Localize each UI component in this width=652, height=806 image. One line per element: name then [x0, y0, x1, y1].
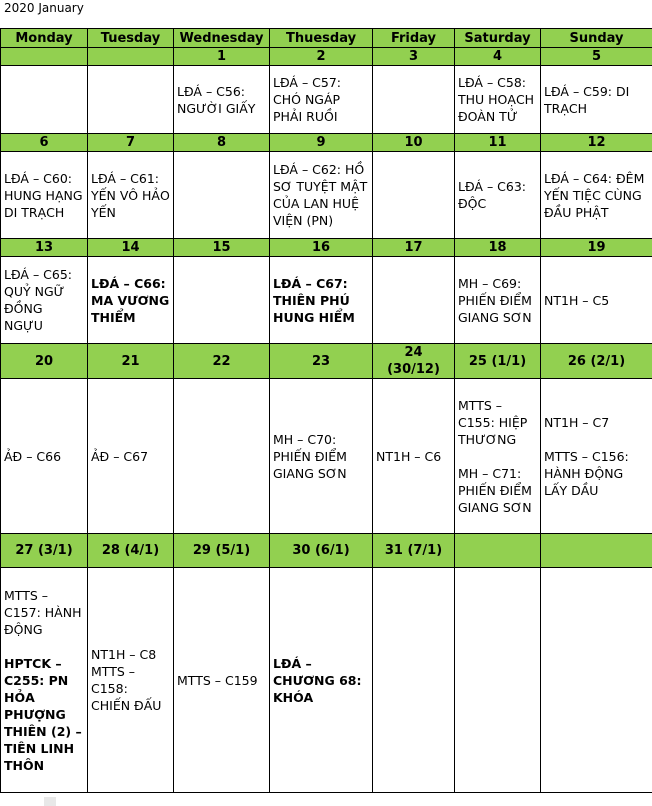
day-number: 16 [270, 239, 373, 257]
day-cell [88, 379, 174, 534]
event-entry: LĐÁ – C60: HUNG HẠNG DI TRẠCH [4, 170, 83, 220]
week-events-row [1, 66, 652, 134]
day-cell [373, 379, 455, 534]
week-events-row [1, 379, 652, 534]
event-entry: LĐÁ – C57: CHÓ NGÁP PHẢI RUỒI [273, 75, 342, 124]
day-number: 21 [88, 344, 174, 379]
day-cell [174, 568, 270, 793]
event-spacer [4, 638, 84, 655]
day-number: 14 [88, 239, 174, 257]
day-cell [174, 66, 270, 134]
day-cell [88, 152, 174, 239]
event-entry: NT1H – C5 [544, 292, 610, 308]
day-number: 11 [455, 134, 541, 152]
event-entry: MH – C69: PHIẾN ĐIỂM GIANG SƠN [458, 275, 532, 325]
week-events-row [1, 257, 652, 344]
weekday-tuesday: Tuesday [88, 29, 174, 48]
day-number: 1 [174, 48, 270, 66]
day-number: 9 [270, 134, 373, 152]
day-number: 6 [1, 134, 88, 152]
day-cell [174, 379, 270, 534]
day-number: 12 [541, 134, 652, 152]
day-cell [1, 379, 88, 534]
weekday-thursday: Thuesday [270, 29, 373, 48]
day-number: 30 (6/1) [270, 534, 373, 568]
day-number: 18 [455, 239, 541, 257]
event-entry: MTTS – C158: CHIẾN ĐẤU [91, 664, 162, 713]
day-cell [541, 152, 652, 239]
event-entry: MTTS – C155: HIỆP THƯƠNG [458, 397, 528, 447]
day-cell [455, 257, 541, 344]
day-cell [1, 568, 88, 793]
day-cell [174, 152, 270, 239]
event-entry: LĐÁ – C65: QUỶ NGỮ ĐỒNG NGỰU [4, 267, 73, 333]
event-entry: LĐÁ – C56: NGƯỜI GIẤY [177, 83, 256, 116]
event-entry: ẢĐ – C66 [4, 448, 62, 464]
day-number: 22 [174, 344, 270, 379]
day-cell [270, 152, 373, 239]
week-number-row [1, 239, 652, 257]
event-entry: LĐÁ – CHƯƠNG 68: KHÓA [273, 655, 362, 705]
event-entry: LĐÁ – C62: HỒ SƠ TUYỆT MẬT CỦA LAN HUỆ VIỆN (PN) [273, 162, 368, 228]
day-number: 29 (5/1) [174, 534, 270, 568]
day-number: 3 [373, 48, 455, 66]
day-number [88, 48, 174, 66]
day-cell [373, 152, 455, 239]
event-entry: LĐÁ – C66: MA VƯƠNG THIỂM [91, 275, 170, 325]
event-entry: HPTCK – C255: PN HỎA PHƯỢNG THIÊN (2) – TIÊN LINH THÔN [4, 655, 82, 773]
weekday-header-row [1, 29, 652, 48]
event-entry: MTTS – C156: HÀNH ĐỘNG LẤY DẦU [544, 448, 629, 498]
event-entry: LĐÁ – C61: YẾN VÔ HẢO YẾN [91, 170, 170, 220]
event-entry: LĐÁ – C67: THIÊN PHÚ HUNG HIỂM [273, 275, 355, 325]
day-cell [88, 66, 174, 134]
day-cell [1, 152, 88, 239]
event-entry: MTTS – C157: HÀNH ĐỘNG [4, 587, 82, 637]
week-number-row [1, 534, 652, 568]
day-number: 23 [270, 344, 373, 379]
day-number: 25 (1/1) [455, 344, 541, 379]
day-cell [88, 257, 174, 344]
event-entry: MH – C70: PHIẾN ĐIỂM GIANG SƠN [273, 431, 347, 481]
day-cell [270, 379, 373, 534]
day-cell [455, 379, 541, 534]
day-cell [270, 257, 373, 344]
day-cell [373, 568, 455, 793]
event-spacer [458, 448, 537, 465]
day-number: 13 [1, 239, 88, 257]
week-events-row [1, 152, 652, 239]
week-number-row [1, 48, 652, 66]
day-cell [455, 152, 541, 239]
day-cell [541, 66, 652, 134]
week-events-row [1, 568, 652, 793]
day-number: 24 (30/12) [373, 344, 455, 379]
event-entry: ẢĐ – C67 [91, 448, 149, 464]
event-entry: LĐÁ – C64: ĐÊM YẾN TIỆC CÙNG ĐẦU PHẬT [544, 170, 645, 220]
day-cell [541, 257, 652, 344]
day-cell [270, 66, 373, 134]
day-number: 4 [455, 48, 541, 66]
day-number: 8 [174, 134, 270, 152]
day-number: 7 [88, 134, 174, 152]
day-number: 5 [541, 48, 652, 66]
week-number-row [1, 344, 652, 379]
day-number: 15 [174, 239, 270, 257]
event-entry: NT1H – C6 [376, 448, 442, 464]
day-cell [174, 257, 270, 344]
day-number [455, 534, 541, 568]
day-number: 10 [373, 134, 455, 152]
event-entry: LĐÁ – C63: ĐỘC [458, 179, 527, 211]
day-number: 31 (7/1) [373, 534, 455, 568]
day-number: 17 [373, 239, 455, 257]
weekday-monday: Monday [1, 29, 88, 48]
event-entry: LĐÁ – C58: THU HOẠCH ĐOÀN TỬ [458, 75, 535, 124]
event-entry: MH – C71: PHIẾN ĐIỂM GIANG SƠN [458, 465, 532, 515]
day-cell [541, 379, 652, 534]
calendar-title: 2020 January [4, 1, 84, 15]
day-number: 28 (4/1) [88, 534, 174, 568]
weekday-saturday: Saturday [455, 29, 541, 48]
calendar-table [0, 28, 652, 793]
day-number: 27 (3/1) [1, 534, 88, 568]
weekday-friday: Friday [373, 29, 455, 48]
day-cell [1, 66, 88, 134]
event-entry: LĐÁ – C59: DI TRẠCH [544, 83, 630, 116]
day-cell [373, 257, 455, 344]
day-cell [541, 568, 652, 793]
day-cell [373, 66, 455, 134]
day-cell [88, 568, 174, 793]
weekday-wednesday: Wednesday [174, 29, 270, 48]
day-number: 20 [1, 344, 88, 379]
day-number [541, 534, 652, 568]
day-cell [455, 66, 541, 134]
weekday-sunday: Sunday [541, 29, 652, 48]
sheet-corner-marker [44, 797, 56, 806]
event-spacer [544, 431, 649, 448]
week-number-row [1, 134, 652, 152]
event-entry: NT1H – C7 [544, 414, 610, 430]
day-cell [455, 568, 541, 793]
day-number: 19 [541, 239, 652, 257]
day-cell [270, 568, 373, 793]
day-cell [1, 257, 88, 344]
day-number: 2 [270, 48, 373, 66]
event-entry: NT1H – C8 [91, 647, 157, 662]
day-number [1, 48, 88, 66]
day-number: 26 (2/1) [541, 344, 652, 379]
event-entry: MTTS – C159 [177, 672, 258, 688]
